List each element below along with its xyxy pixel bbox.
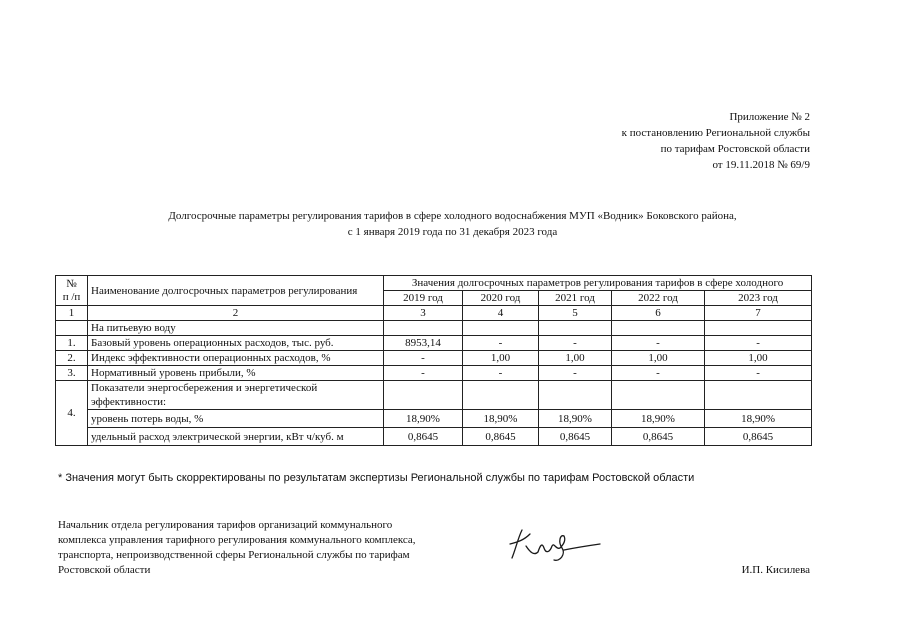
row-value: - bbox=[705, 336, 812, 351]
empty-cell bbox=[705, 381, 812, 410]
table-row-4-sub-2 bbox=[56, 428, 812, 446]
empty-cell bbox=[539, 321, 612, 336]
index-cell: 3 bbox=[384, 306, 463, 321]
appendix-reference bbox=[622, 109, 810, 173]
row-value: 1,00 bbox=[539, 351, 612, 366]
header-year: 2023 год bbox=[705, 291, 812, 306]
row-value: 1,00 bbox=[463, 351, 539, 366]
row-value: 1,00 bbox=[612, 351, 705, 366]
row-value: 8953,14 bbox=[384, 336, 463, 351]
empty-cell bbox=[384, 321, 463, 336]
header-num: № п /п bbox=[56, 276, 88, 306]
document-title bbox=[0, 208, 905, 240]
index-cell: 7 bbox=[705, 306, 812, 321]
row-num: 2. bbox=[56, 351, 88, 366]
empty-cell bbox=[612, 381, 705, 410]
row-value: - bbox=[539, 366, 612, 381]
row-value: - bbox=[612, 366, 705, 381]
column-index-row bbox=[56, 306, 812, 321]
row-value: 18,90% bbox=[705, 410, 812, 428]
header-name: Наименование долгосрочных параметров регулирования bbox=[88, 276, 384, 306]
table-row-4-heading bbox=[56, 381, 812, 410]
signatory-line-3: транспорта, непроизводственной сферы Региональной службы по тарифам bbox=[58, 549, 410, 561]
row-value: - bbox=[463, 336, 539, 351]
appendix-line-4: от 19.11.2018 № 69/9 bbox=[712, 159, 810, 171]
row-value: 18,90% bbox=[612, 410, 705, 428]
row-value: - bbox=[384, 351, 463, 366]
row-value: - bbox=[612, 336, 705, 351]
row-value: 18,90% bbox=[463, 410, 539, 428]
empty-cell bbox=[612, 321, 705, 336]
signatory-line-2: комплекса управления тарифного регулирования коммунального комплекса, bbox=[58, 534, 416, 546]
table-row bbox=[56, 351, 812, 366]
row-num: 1. bbox=[56, 336, 88, 351]
header-values-group: Значения долгосрочных параметров регулирования тарифов в сфере холодного bbox=[384, 276, 812, 291]
appendix-line-2: к постановлению Региональной службы bbox=[621, 127, 810, 139]
row-name: уровень потерь воды, % bbox=[88, 410, 384, 428]
table-row bbox=[56, 336, 812, 351]
signatory-line-1: Начальник отдела регулирования тарифов организаций коммунального bbox=[58, 519, 393, 531]
row-value: 1,00 bbox=[705, 351, 812, 366]
row-value: 18,90% bbox=[539, 410, 612, 428]
header-year: 2019 год bbox=[384, 291, 463, 306]
row-name: Нормативный уровень прибыли, % bbox=[88, 366, 384, 381]
header-row-1 bbox=[56, 276, 812, 291]
header-year: 2021 год bbox=[539, 291, 612, 306]
title-line-1: Долгосрочные параметры регулирования тарифов в сфере холодного водоснабжения МУП «Водник» Боковского района, bbox=[168, 210, 737, 222]
row-value: - bbox=[463, 366, 539, 381]
appendix-line-1: Приложение № 2 bbox=[729, 111, 810, 123]
signatory-line-4: Ростовской области bbox=[58, 564, 151, 576]
title-line-2: с 1 января 2019 года по 31 декабря 2023 года bbox=[347, 226, 558, 238]
index-cell: 5 bbox=[539, 306, 612, 321]
index-cell: 4 bbox=[463, 306, 539, 321]
row-value: 18,90% bbox=[384, 410, 463, 428]
row-num: 3. bbox=[56, 366, 88, 381]
section-label: На питьевую воду bbox=[88, 321, 384, 336]
row-value: 0,8645 bbox=[463, 428, 539, 446]
row-name: Индекс эффективности операционных расходов, % bbox=[88, 351, 384, 366]
empty-cell bbox=[539, 381, 612, 410]
empty-cell bbox=[705, 321, 812, 336]
row-name: Показатели энергосбережения и энергетической эффективности: bbox=[88, 381, 384, 410]
header-year: 2020 год bbox=[463, 291, 539, 306]
empty-cell bbox=[384, 381, 463, 410]
row-value: - bbox=[539, 336, 612, 351]
empty-cell bbox=[463, 381, 539, 410]
row-value: - bbox=[705, 366, 812, 381]
index-cell: 2 bbox=[88, 306, 384, 321]
empty-cell bbox=[56, 321, 88, 336]
table-row bbox=[56, 366, 812, 381]
signatory-name: И.П. Кисилева bbox=[741, 564, 810, 576]
table-row-4-sub-1 bbox=[56, 410, 812, 428]
index-cell: 6 bbox=[612, 306, 705, 321]
footnote: * Значения могут быть скорректированы по результатам экспертизы Региональной службы по тарифам Ростовской области bbox=[58, 472, 695, 484]
row-value: 0,8645 bbox=[539, 428, 612, 446]
row-name: Базовый уровень операционных расходов, тыс. руб. bbox=[88, 336, 384, 351]
handwritten-signature bbox=[508, 522, 603, 564]
row-value: 0,8645 bbox=[612, 428, 705, 446]
row-name: удельный расход электрической энергии, кВт ч/куб. м bbox=[88, 428, 384, 446]
empty-cell bbox=[463, 321, 539, 336]
parameters-table bbox=[55, 275, 812, 446]
signatory-position bbox=[58, 518, 416, 578]
section-row bbox=[56, 321, 812, 336]
row-value: 0,8645 bbox=[705, 428, 812, 446]
row-value: - bbox=[384, 366, 463, 381]
row-num: 4. bbox=[56, 381, 88, 446]
index-cell: 1 bbox=[56, 306, 88, 321]
header-year: 2022 год bbox=[612, 291, 705, 306]
row-value: 0,8645 bbox=[384, 428, 463, 446]
appendix-line-3: по тарифам Ростовской области bbox=[660, 143, 810, 155]
